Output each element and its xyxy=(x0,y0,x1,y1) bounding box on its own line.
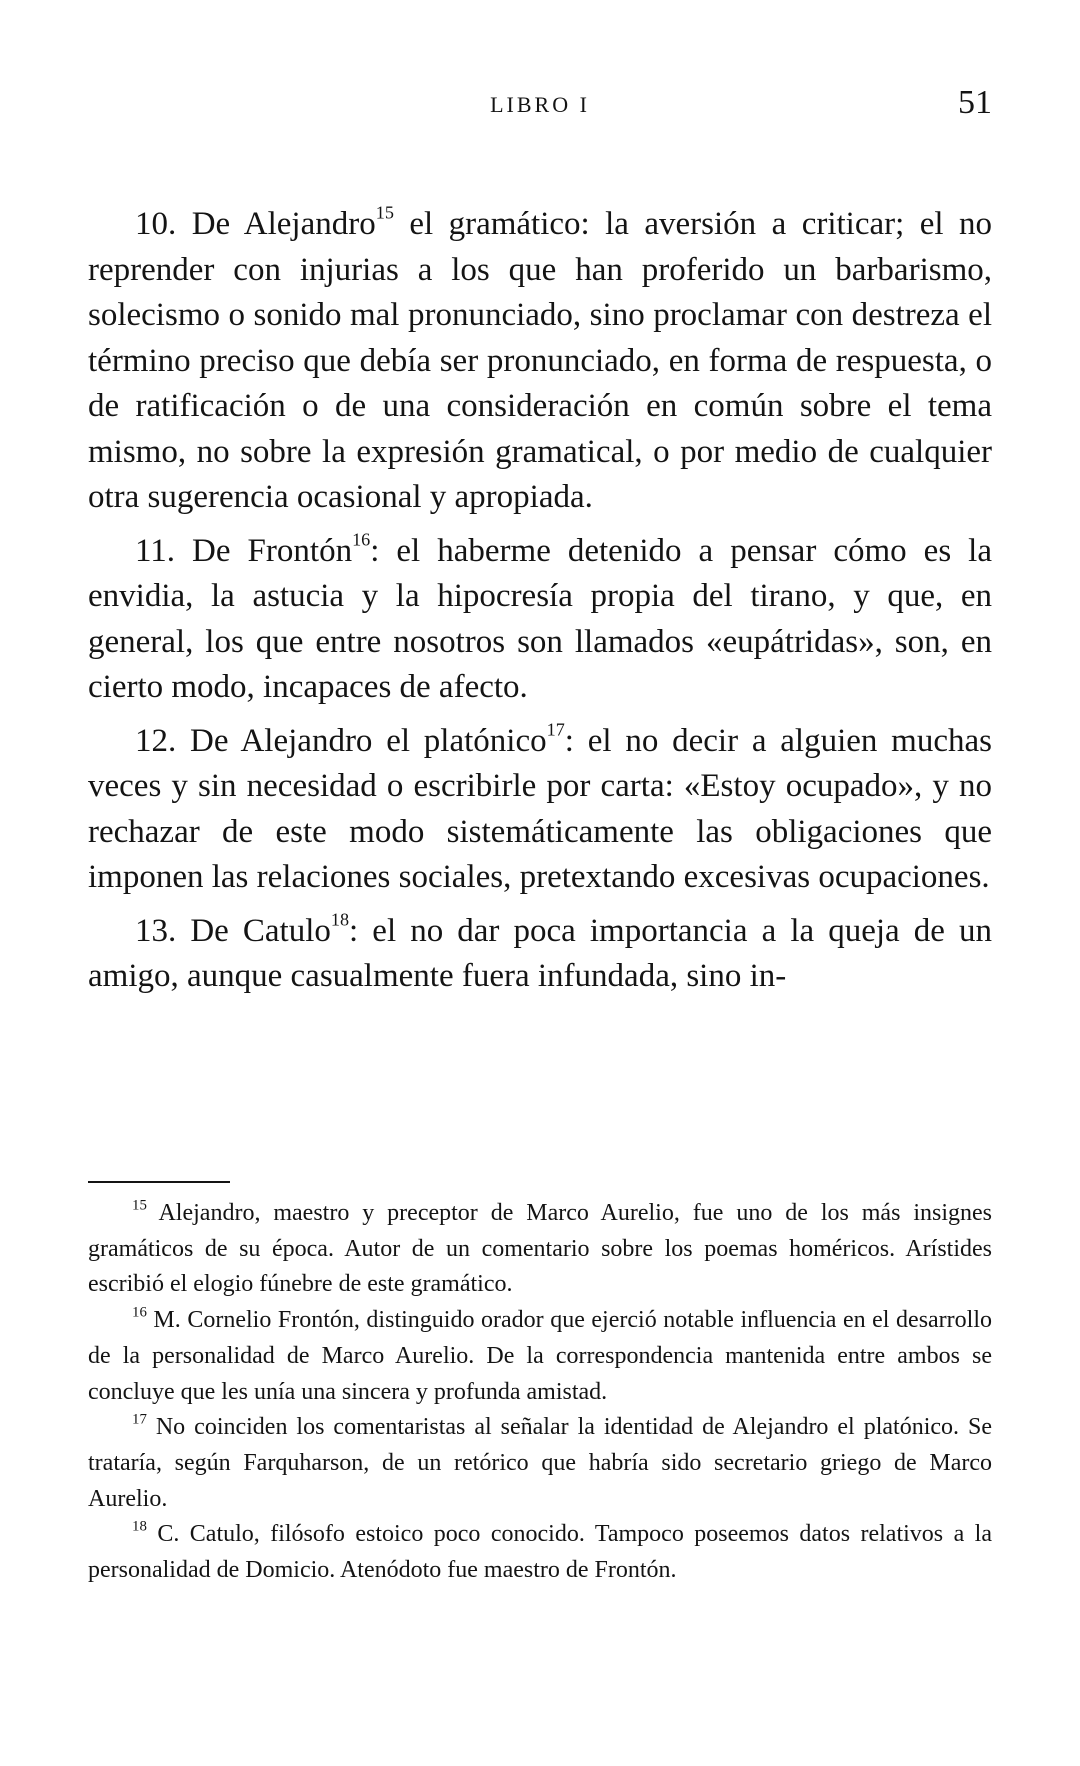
paragraph-number: 12. xyxy=(135,722,177,759)
paragraph-13 xyxy=(88,909,992,1000)
footnote-number: 17 xyxy=(132,1411,147,1428)
footnote-text: M. Cornelio Frontón, distinguido orador que ejerció notable influencia en el desarrollo de la personalidad de Marco Aurelio. De la correspondencia mantenida entre ambos se concluye que les unía una sincera y profunda amistad. xyxy=(88,1307,992,1405)
footnote-divider xyxy=(88,1181,230,1183)
footnote-text: C. Catulo, filósofo estoico poco conocido. Tampoco poseemos datos relativos a la personalidad de Domicio. Atenódoto fue maestro de Frontón. xyxy=(88,1521,992,1584)
footnote-18 xyxy=(88,1517,992,1588)
running-title: LIBRO I xyxy=(490,92,590,117)
paragraph-lead: De Frontón xyxy=(175,532,353,569)
footnote-text: No coinciden los comentaristas al señalar la identidad de Alejandro el platónico. Se trataría, según Farquharson, de un retórico que habría sido secretario griego de Marco Aurelio. xyxy=(88,1414,992,1512)
main-text xyxy=(88,202,992,1008)
paragraph-text: : el no decir a alguien muchas veces y sin necesidad o escribirle por carta: «Estoy ocupado», y no rechazar de este modo sistemáticamente las obligaciones que imponen las relaciones sociales, pretextando excesivas ocupaciones. xyxy=(88,722,992,895)
footnote-marker: 16 xyxy=(352,529,371,550)
page-number: 51 xyxy=(958,84,992,121)
footnotes xyxy=(88,1196,992,1589)
paragraph-text: : el no dar poca importancia a la queja de un amigo, aunque casualmente fuera infundada, sino in- xyxy=(88,912,992,994)
footnote-marker: 17 xyxy=(546,719,565,740)
footnote-number: 18 xyxy=(132,1518,147,1535)
paragraph-11 xyxy=(88,529,992,711)
paragraph-text: el gramático: la aversión a criticar; el no reprender con injurias a los que han proferido un barbarismo, solecismo o sonido mal pronunciado, sino proclamar con destreza el término preciso que debía ser pronunciado, en forma de respuesta, o de ratificación o de una consideración en común sobre el tema mismo, no sobre la expresión gramatical, o por medio de cualquier otra sugerencia ocasional y apropiada. xyxy=(88,206,993,515)
footnote-text: Alejandro, maestro y preceptor de Marco Aurelio, fue uno de los más insignes gramáticos de su época. Autor de un comentario sobre los poemas homéricos. Arístides escribió el elogio fúnebre de este gramático. xyxy=(88,1200,992,1298)
paragraph-number: 13. xyxy=(135,912,177,949)
running-head xyxy=(88,84,992,124)
paragraph-lead: De Catulo xyxy=(176,912,331,949)
paragraph-number: 11. xyxy=(135,532,176,569)
paragraph-text: : el haberme detenido a pensar cómo es la envidia, la astucia y la hipocresía propia del tirano, y que, en general, los que entre nosotros son llamados «eupátridas», son, en cierto modo, incapaces de afecto. xyxy=(88,532,992,705)
footnote-16 xyxy=(88,1303,992,1410)
paragraph-lead: De Alejandro xyxy=(176,206,376,242)
footnote-marker: 18 xyxy=(330,909,350,930)
footnote-number: 15 xyxy=(132,1197,147,1214)
paragraph-12 xyxy=(88,719,992,901)
footnote-marker: 15 xyxy=(375,202,394,223)
footnote-number: 16 xyxy=(132,1304,147,1321)
paragraph-lead: De Alejandro el platónico xyxy=(176,722,547,759)
footnote-15 xyxy=(88,1196,992,1303)
paragraph-number: 10. xyxy=(135,206,177,242)
paragraph-10 xyxy=(88,202,992,521)
footnote-17 xyxy=(88,1410,992,1517)
